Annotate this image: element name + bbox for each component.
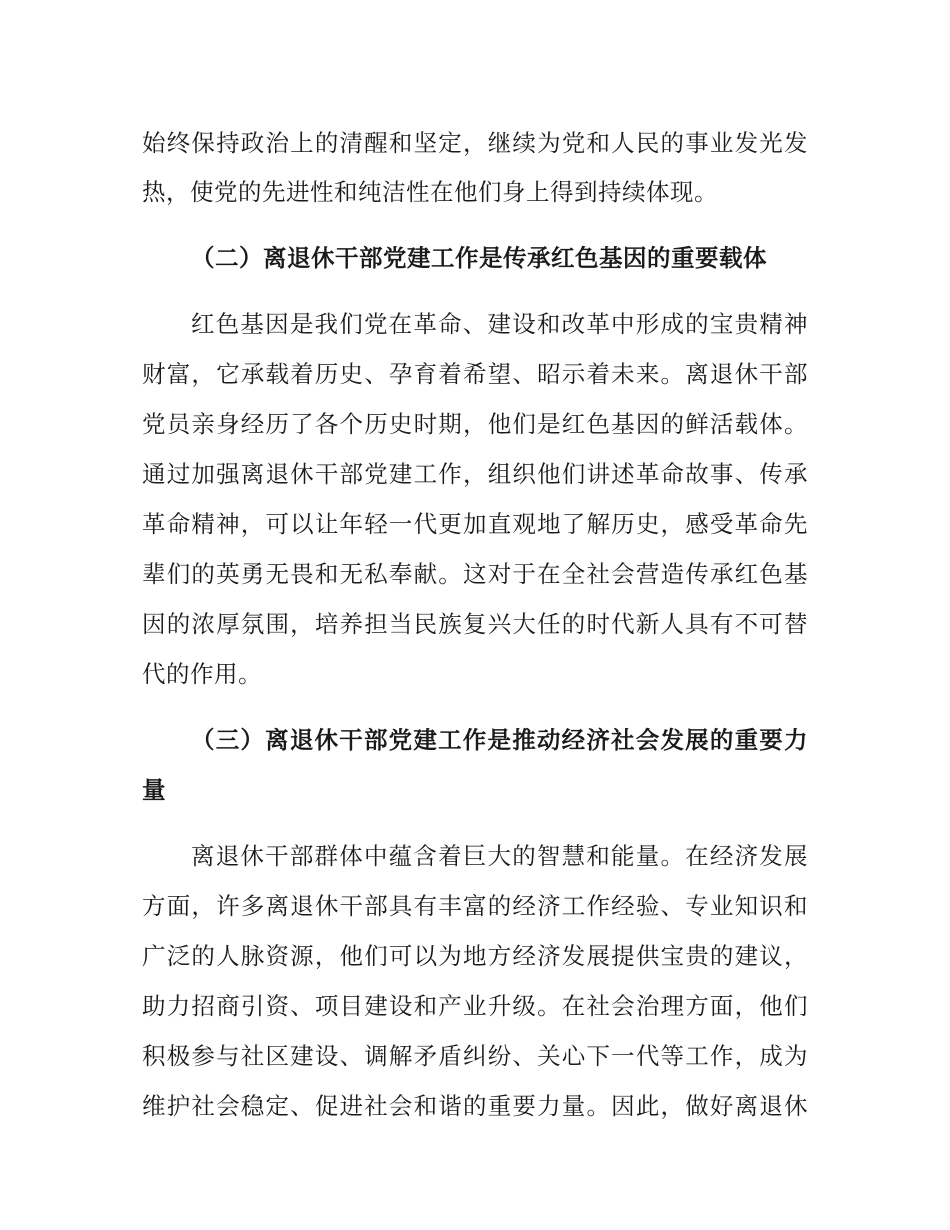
- paragraph-line: 热，使党的先进性和纯洁性在他们身上得到持续体现。: [142, 178, 718, 206]
- paragraph-line: 积极参与社区建设、调解矛盾纠纷、关心下一代等工作，成为: [142, 1042, 808, 1070]
- section-heading: 量: [142, 776, 166, 804]
- paragraph-line: 始终保持政治上的清醒和坚定，继续为党和人民的事业发光发: [142, 129, 808, 157]
- paragraph-line: 辈们的英勇无畏和无私奉献。这对于在全社会营造传承红色基: [142, 560, 808, 588]
- paragraph-line: 通过加强离退休干部党建工作，组织他们讲述革命故事、传承: [142, 460, 808, 488]
- paragraph-line: 红色基因是我们党在革命、建设和改革中形成的宝贵精神: [191, 310, 808, 338]
- paragraph-line: 革命精神，可以让年轻一代更加直观地了解历史，感受革命先: [142, 510, 808, 538]
- section-heading: （二）离退休干部党建工作是传承红色基因的重要载体: [191, 244, 767, 272]
- paragraph-line: 党员亲身经历了各个历史时期，他们是红色基因的鲜活载体。: [142, 410, 808, 438]
- paragraph-line: 代的作用。: [142, 660, 262, 688]
- paragraph-line: 助力招商引资、项目建设和产业升级。在社会治理方面，他们: [142, 992, 808, 1020]
- paragraph-line: 广泛的人脉资源，他们可以为地方经济发展提供宝贵的建议，: [142, 942, 808, 970]
- paragraph-line: 财富，它承载着历史、孕育着希望、昭示着未来。离退休干部: [142, 360, 808, 388]
- paragraph-line: 方面，许多离退休干部具有丰富的经济工作经验、专业知识和: [142, 892, 808, 920]
- paragraph-line: 离退休干部群体中蕴含着巨大的智慧和能量。在经济发展: [191, 842, 808, 870]
- paragraph-line: 维护社会稳定、促进社会和谐的重要力量。因此，做好离退休: [142, 1092, 808, 1120]
- paragraph-line: 因的浓厚氛围，培养担当民族复兴大任的时代新人具有不可替: [142, 610, 808, 638]
- section-heading: （三）离退休干部党建工作是推动经济社会发展的重要力: [191, 726, 808, 754]
